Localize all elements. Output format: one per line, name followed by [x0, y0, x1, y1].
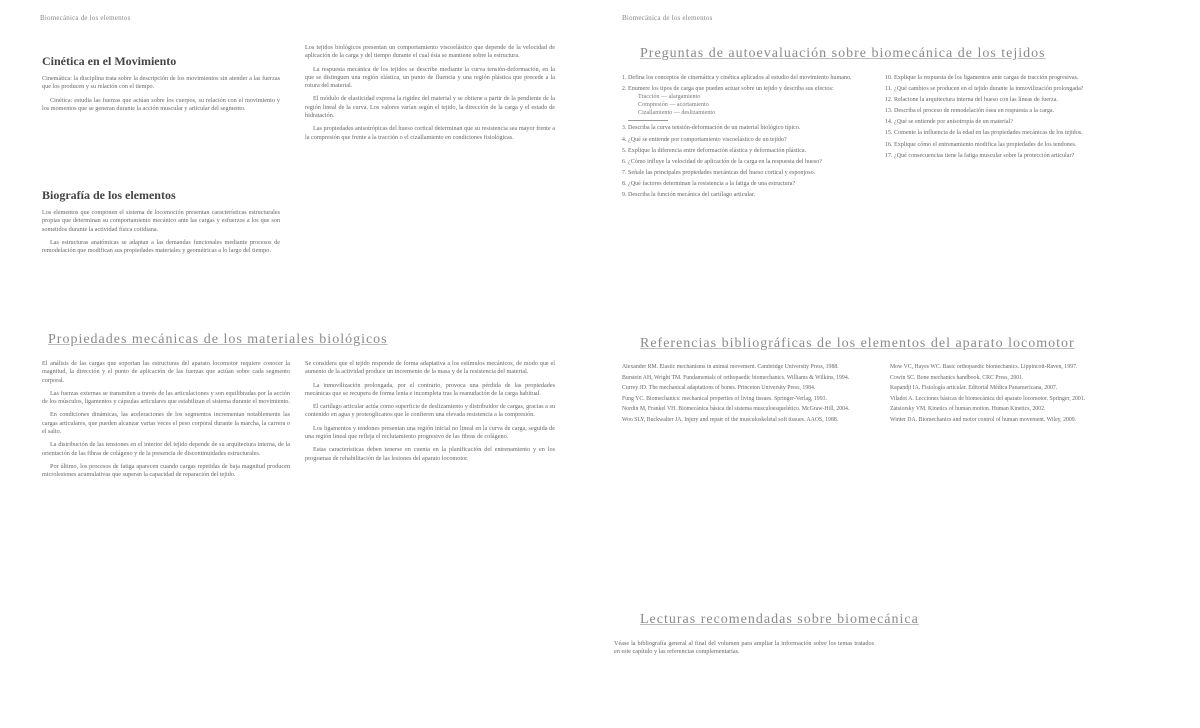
question-item: 9. Describa la función mecánica del cartílago articular. — [628, 191, 864, 199]
col3-para-3: En condiciones dinámicas, las aceleraciones de los segmentos incrementan notablemente las cargas articulares, que pueden alcanzar varias veces el peso corporal durante la marcha, la carrera o el salto. — [42, 411, 290, 436]
section-para-1: Cinemática: la disciplina trata sobre la descripción de los movimientos sin atender a las fuerzas que los producen y su relación con el tiempo. — [42, 75, 280, 91]
section2-para-1: Los elementos que componen el sistema de locomoción presentan características estructurales propias que determinan su comportamiento mecánico ante las cargas y esfuerzos a los que son sometidos durante la actividad física cotidiana. — [42, 209, 280, 233]
question-item: 12. Relacione la arquitectura interna del hueso con las líneas de fuerza. — [894, 96, 1130, 104]
reference-item: Alexander RM. Elastic mechanisms in animal movement. Cambridge University Press, 1988. — [622, 364, 839, 370]
question-subitem: Cizallamiento — deslizamiento — [638, 110, 716, 117]
col2-para-4: Las propiedades anisotrópicas del hueso cortical determinan que su resistencia sea mayor frente a la compresión que frente a la tracción o el cizallamiento en condiciones fisiológicas. — [305, 125, 555, 141]
col3-para-2: Las fuerzas externas se transmiten a través de las articulaciones y son equilibradas por la acción de los músculos, ligamentos y cápsulas articulares que estabilizan el sistema durante el movimiento. — [42, 389, 290, 406]
right-mid-banner: Referencias bibliográficas de los elementos del aparato locomotor — [640, 336, 1075, 351]
col3-para-4: La distribución de las tensiones en el interior del tejido depende de su arquitectura interna, de la orientación de las fibras de colágeno y de la presencia de discontinuidades estructurales. — [42, 441, 290, 457]
left-running-head: Biomecánica de los elementos — [40, 14, 131, 22]
col2-para-1: Los tejidos biológicos presentan un comportamiento viscoelástico que depende de la velocidad de aplicación de la carga y del tiempo durante el cual ésta se mantiene sobre la estructura. — [305, 44, 555, 60]
section-title-biografia: Biografía de los elementos — [42, 188, 176, 203]
col4-para-1: Se considera que el tejido responde de forma adaptativa a los estímulos mecánicos, de modo que el aumento de la actividad produce un incremento de la masa y de la resistencia del material. — [305, 360, 555, 376]
col4-para-5: Estas características deben tenerse en cuenta en la planificación del entrenamiento y en los programas de rehabilitación de las lesiones del aparato locomotor. — [305, 446, 555, 462]
section-para-2: Cinética: estudia las fuerzas que actúan sobre los cuerpos, su relación con el movimiento y los momentos que se generan durante la acción muscular y articular del segmento. — [42, 96, 280, 112]
closing-text: Véase la bibliografía general al final del volumen para ampliar la información sobre los temas tratados en este capítulo y las referencias complementarias. — [614, 640, 874, 656]
questions-right-col — [880, 74, 1130, 320]
question-item: 7. Señale las principales propiedades mecánicas del hueso cortical y esponjoso. — [628, 169, 864, 177]
question-item: 6. ¿Cómo influye la velocidad de aplicación de la carga en la respuesta del hueso? — [628, 158, 864, 166]
questions-left-col — [614, 74, 864, 320]
right-top-banner: Preguntas de autoevaluación sobre biomecánica de los tejidos — [640, 46, 1046, 61]
question-item: 14. ¿Qué se entiende por anisotropía de un material? — [894, 118, 1130, 126]
reference-item: Zatsiorsky VM. Kinetics of human motion. Human Kinetics, 2002. — [890, 406, 1046, 413]
col4-para-4: Los ligamentos y tendones presentan una región inicial no lineal en la curva de carga, seguida de una región lineal que refleja el reclutamiento progresivo de las fibras de colágeno. — [305, 424, 555, 441]
question-item: 16. Explique cómo el entrenamiento modifica las propiedades de los tendones. — [894, 141, 1130, 149]
col4-para-2: La inmovilización prolongada, por el contrario, provoca una pérdida de las propiedades mecánicas que se recupera de forma lenta e incompleta tras la reanudación de la carga habitual. — [305, 381, 555, 397]
reference-item: Mow VC, Hayes WC. Basic orthopaedic biomechanics. Lippincott-Raven, 1997. — [890, 364, 1078, 370]
section2-para-2: Las estructuras anatómicas se adaptan a las demandas funcionales mediante procesos de remodelación que modifican sus propiedades materiales y geométricas a lo largo del tiempo. — [42, 239, 280, 255]
question-text: Enumere los tipos de carga que pueden actuar sobre un tejido y describa sus efectos: — [628, 86, 834, 93]
question-item: 17. ¿Qué consecuencias tiene la fatiga muscular sobre la protección articular? — [894, 152, 1130, 160]
col3-para-5: Por último, los procesos de fatiga aparecen cuando cargas repetidas de baja magnitud producen microlesiones acumulativas que superan la capacidad de reparación del tejido. — [42, 462, 290, 479]
left-col-2 — [305, 44, 555, 322]
question-item: 4. ¿Qué se entiende por comportamiento viscoelástico de un tejido? — [628, 136, 864, 144]
sub-rule — [628, 120, 668, 121]
question-item: 13. Describa el proceso de remodelación ósea en respuesta a la carga. — [894, 107, 1130, 115]
reference-item: Woo SLY, Buckwalter JA. Injury and repair of the musculoskeletal soft tissues. AAOS, 1988. — [622, 416, 839, 423]
reference-item: Nordin M, Frankel VH. Biomecánica básica del sistema musculoesquelético. McGraw-Hill, 2004. — [622, 406, 850, 413]
reference-item: Currey JD. The mechanical adaptations of bones. Princeton University Press, 1984. — [622, 385, 816, 392]
question-item: 10. Explique la respuesta de los ligamentos ante cargas de tracción progresivas. — [894, 74, 1130, 82]
question-item — [628, 85, 864, 121]
col4-para-3: El cartílago articular actúa como superficie de deslizamiento y distribuidor de cargas, gracias a su contenido en agua y proteoglicanos que le confieren una elevada resistencia a la compresión. — [305, 403, 555, 419]
left-col-4 — [305, 360, 555, 700]
left-section-banner: Propiedades mecánicas de los materiales biológicos — [48, 332, 388, 347]
question-item: 1. Defina los conceptos de cinemática y cinética aplicados al estudio del movimiento humano. — [628, 74, 864, 82]
question-item: 5. Explique la diferencia entre deformación elástica y deformación plástica. — [628, 147, 864, 155]
col2-para-3: El módulo de elasticidad expresa la rigidez del material y se obtiene a partir de la pendiente de la región lineal de la curva. Los valores varían según el tejido, la dirección de la carga y el estado de hidratación. — [305, 95, 555, 120]
reference-item: Viladot A. Lecciones básicas de biomecánica del aparato locomotor. Springer, 2001. — [890, 395, 1086, 402]
section-title-cinetica: Cinética en el Movimiento — [42, 54, 177, 68]
refs-right-col — [890, 364, 1140, 600]
question-item: 11. ¿Qué cambios se producen en el tejido durante la inmovilización prolongada? — [894, 85, 1130, 93]
reference-item: Winter DA. Biomechanics and motor control of human movement. Wiley, 2009. — [890, 416, 1077, 423]
closing-text-col — [614, 640, 874, 690]
question-subitem: Tracción — alargamiento — [638, 94, 701, 101]
refs-left-col — [622, 364, 872, 600]
right-page — [600, 0, 1200, 728]
reference-item: Burstein AH, Wright TM. Fundamentals of orthopaedic biomechanics. Williams & Wilkins, 1994. — [622, 374, 850, 381]
right-bottom-banner: Lecturas recomendadas sobre biomecánica — [640, 612, 919, 627]
left-col-3 — [42, 360, 290, 700]
reference-item: Fung YC. Biomechanics: mechanical properties of living tissues. Springer-Verlag, 1993. — [622, 395, 827, 402]
questions-right-list — [880, 74, 1130, 160]
right-running-head: Biomecánica de los elementos — [622, 14, 713, 22]
col2-para-2: La respuesta mecánica de los tejidos se describe mediante la curva tensión-deformación, en la que se distinguen una región elástica, un punto de fluencia y una región plástica que precede a la rotura del material. — [305, 65, 555, 90]
col3-para-1: El análisis de las cargas que soportan las estructuras del aparato locomotor requiere conocer la magnitud, la dirección y el punto de aplicación de las fuerzas que actúan sobre cada segmento corporal. — [42, 360, 290, 384]
questions-left-list — [614, 74, 864, 199]
reference-item: Kapandji IA. Fisiología articular. Editorial Médica Panamericana, 2007. — [890, 385, 1058, 392]
reference-item: Cowin SC. Bone mechanics handbook. CRC Press, 2001. — [890, 374, 1024, 381]
question-subitem: Compresión — acortamiento — [638, 102, 709, 109]
question-item: 8. ¿Qué factores determinan la resistencia a la fatiga de una estructura? — [628, 180, 864, 188]
left-col-1 — [42, 54, 280, 318]
question-item: 3. Describa la curva tensión-deformación de un material biológico típico. — [628, 124, 864, 132]
question-item: 15. Comente la influencia de la edad en las propiedades mecánicas de los tejidos. — [894, 129, 1130, 137]
